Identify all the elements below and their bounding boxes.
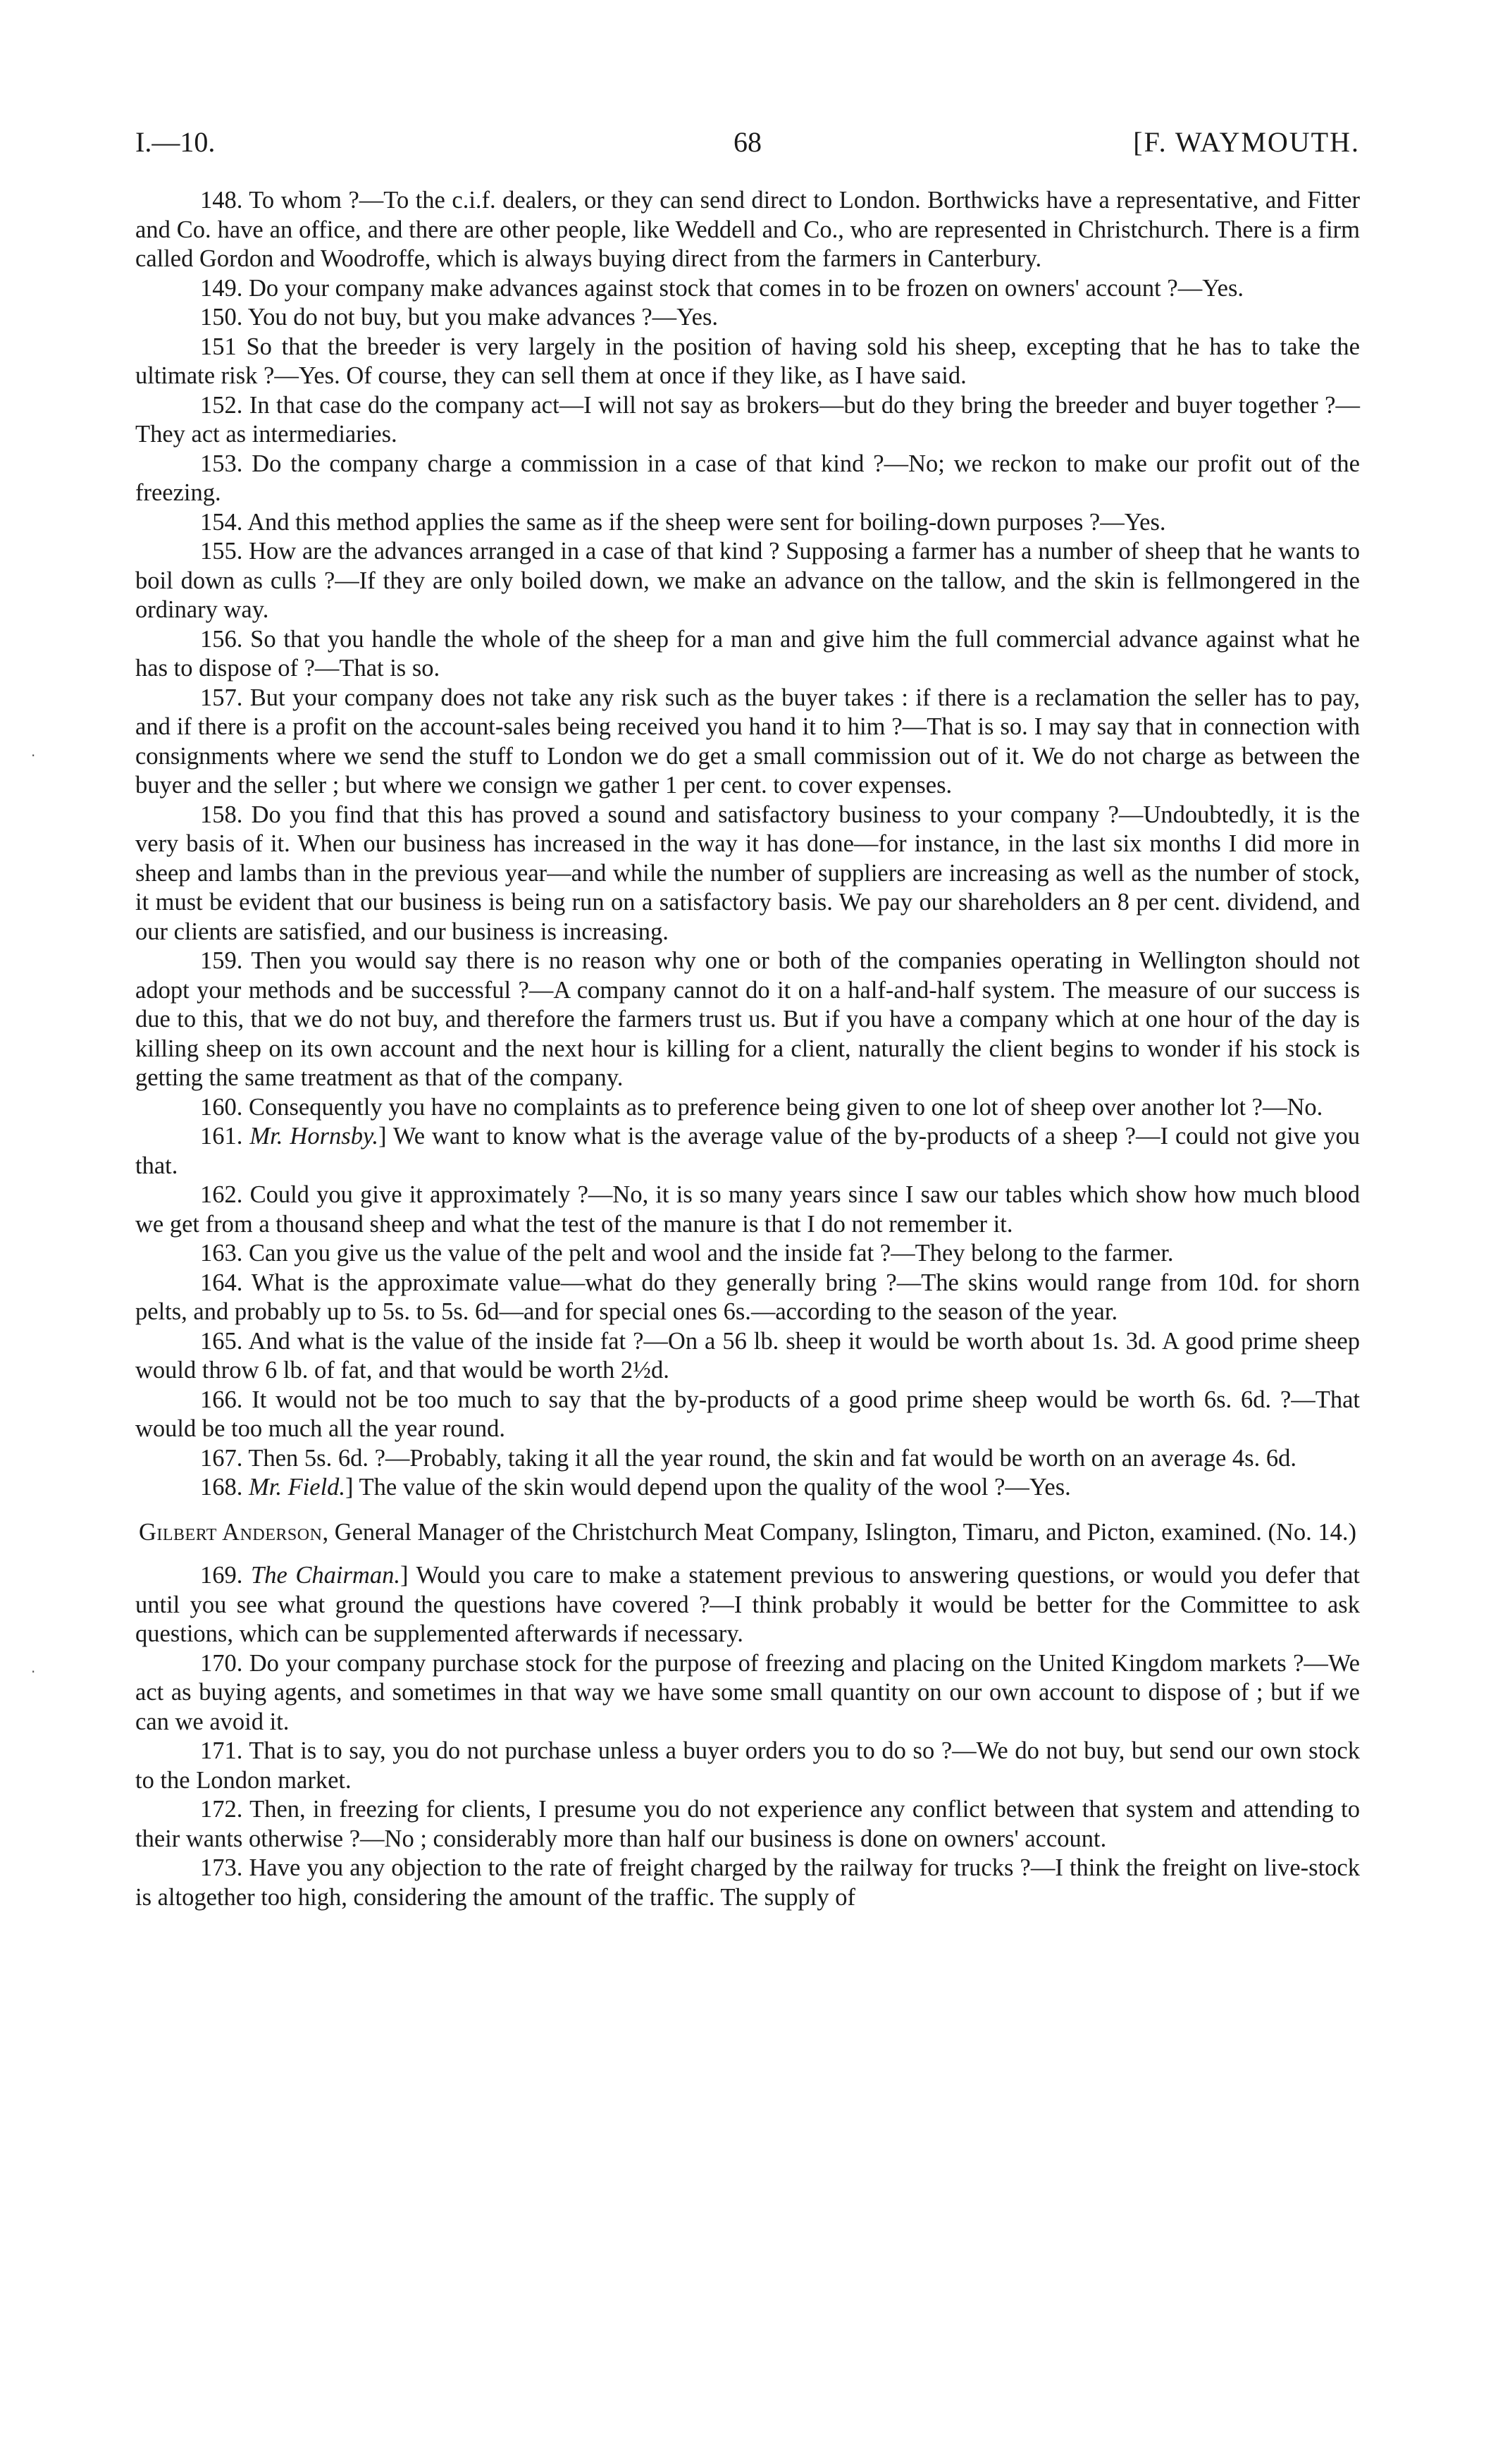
question-paragraph [135,1269,1360,1327]
question-number: 151 [200,333,237,360]
question-number: 153. [200,450,243,477]
question-paragraph [135,1122,1360,1181]
speaker-name: The Chairman. [251,1562,400,1589]
running-head-witness: [F. WAYMOUTH. [1133,126,1360,158]
question-number: 152. [200,391,243,419]
question-number: 155. [200,538,243,565]
question-paragraph [135,537,1360,625]
speaker-name: Mr. Field. [249,1474,346,1501]
question-text: You do not buy, but you make advances ?—Yes. [242,304,719,331]
question-text: Do you find that this has proved a sound and satisfactory business to your company ?—Undoubtedly, it is the very basis of it. When our business has increased in the way it has done—for instance, in the last six months I did more in sheep and lambs than in the previous year—and while the number of suppliers are increasing as well as the number of stock, it must be evident that our business is being run on a satisfactory basis. We pay our shareholders an 8 per cent. dividend, and our clients are satisfied, and our business is increasing. [135,801,1360,945]
question-number: 170. [200,1649,243,1677]
question-text: That is to say, you do not purchase unless a buyer orders you to do so ?—We do not buy, but send our own stock to the London market. [135,1737,1360,1794]
question-number: 159. [200,947,243,974]
questions-block-a [135,186,1360,1503]
question-text: How are the advances arranged in a case of that kind ? Supposing a farmer has a number of sheep that he wants to boil down as culls ?—If they are only boiled down, we make an advance on the tallow, and the skin is fellmongered in the ordinary way. [135,538,1360,623]
question-text: In that case do the company act—I will not say as brokers—but do they bring the breeder and buyer together ?—They act as intermediaries. [135,391,1360,448]
question-text: Do your company make advances against stock that comes in to be frozen on owners' account ?—Yes. [242,274,1244,302]
question-paragraph [135,391,1360,450]
margin-speck: · [31,1663,36,1680]
question-paragraph [135,801,1360,947]
question-paragraph [135,1795,1360,1854]
question-number: 169. [200,1562,243,1589]
question-text: To whom ?—To the c.i.f. dealers, or they can send direct to London. Borthwicks have a representative, and Fitter and Co. have an office, and there are other people, like Weddell and Co., who are represented in Christchurch. There is a firm called Gordon and Woodroffe, which is always buying direct from the farmers in Canterbury. [135,187,1360,272]
question-number: 168. [200,1474,243,1501]
question-number: 160. [200,1093,243,1121]
question-paragraph [135,1327,1360,1386]
question-paragraph [135,333,1360,391]
question-text: What is the approximate value—what do they generally bring ?—The skins would range from 10d. for shorn pelts, and probably up to 5s. to 5s. 6d—and for special ones 6s.—according to the season of the year. [135,1269,1360,1325]
question-number: 167. [200,1444,243,1472]
witness-heading [135,1518,1360,1548]
question-paragraph [135,1649,1360,1737]
question-text: ] Would you care to make a statement previous to answering questions, or would you defer that until you see what ground the questions have covered ?—I think probably it would be better for the Committee to ask questions, which can be supplemented afterwards if necessary. [135,1562,1361,1647]
question-paragraph [135,1737,1360,1795]
question-number: 154. [200,508,243,536]
question-paragraph [135,1561,1360,1649]
question-paragraph [135,947,1360,1093]
question-number: 158. [200,801,243,828]
question-number: 165. [200,1327,243,1355]
question-number: 149. [200,274,243,302]
parliamentary-paper-ref: I.—10. [135,126,216,158]
question-text: Then you would say there is no reason why one or both of the companies operating in Wellington should not adopt your methods and be successful ?—A company cannot do it on a half-and-half system. The measure of our success is due to this, that we do not buy, and therefore the farmers trust us. But if you have a company which at one hour of the day is killing sheep on its own account and the next hour is killing for a client, naturally the client begins to wonder if his stock is getting the same treatment as that of the company. [135,947,1360,1091]
page-number: 68 [733,126,762,158]
evidence-body [135,186,1360,1912]
question-number: 171. [200,1737,243,1764]
question-text: Have you any objection to the rate of freight charged by the railway for trucks ?—I think the freight on live-stock is altogether too high, considering the amount of the traffic. The supply of [135,1854,1360,1911]
question-text: It would not be too much to say that the by-products of a good prime sheep would be worth 6s. 6d. ?—That would be too much all the year round. [135,1386,1360,1442]
question-text: So that you handle the whole of the sheep for a man and give him the full commercial advance against what he has to dispose of ?—That is so. [135,625,1360,682]
question-number: 162. [200,1181,243,1208]
question-number: 148. [200,187,243,214]
speaker-name: Mr. Hornsby. [249,1123,378,1150]
margin-speck: · [31,747,36,764]
question-number: 163. [200,1240,243,1267]
question-paragraph [135,684,1360,801]
question-number: 164. [200,1269,243,1296]
question-text: And this method applies the same as if the sheep were sent for boiling-down purposes ?—Yes. [242,508,1166,536]
question-text: Do the company charge a commission in a case of that kind ?—No; we reckon to make our profit out of the freezing. [135,450,1360,506]
question-text: Can you give us the value of the pelt and wool and the inside fat ?—They belong to the farmer. [242,1240,1174,1267]
question-paragraph [135,1386,1360,1444]
question-text: Then, in freezing for clients, I presume you do not experience any conflict between that system and attending to their wants otherwise ?—No ; considerably more than half our business is done on owners' account. [135,1796,1360,1852]
question-number: 157. [200,684,243,711]
question-paragraph [135,303,1360,333]
witness-description: , General Manager of the Christchurch Meat Company, Islington, Timaru, and Picton, examined. (No. 14.) [322,1518,1356,1546]
question-paragraph [135,625,1360,684]
question-number: 173. [200,1854,243,1881]
question-paragraph [135,186,1360,274]
question-text: Consequently you have no complaints as to preference being given to one lot of sheep over another lot ?—No. [242,1093,1323,1121]
question-text: So that the breeder is very largely in the position of having sold his sheep, excepting that he has to take the ultimate risk ?—Yes. Of course, they can sell them at once if they like, as I have said. [135,333,1360,389]
question-paragraph [135,1473,1360,1503]
question-text: Do your company purchase stock for the purpose of freezing and placing on the United Kingdom markets ?—We act as buying agents, and sometimes in that way we have some small quantity on our own account to dispose of ; but if we can we avoid it. [135,1649,1360,1735]
question-text: And what is the value of the inside fat ?—On a 56 lb. sheep it would be worth about 1s. 3d. A good prime sheep would throw 6 lb. of fat, and that would be worth 2½d. [135,1327,1360,1384]
witness-name: Gilbert Anderson [138,1518,323,1546]
question-paragraph [135,274,1360,304]
question-paragraph [135,1444,1360,1474]
page-header [135,121,1360,164]
question-number: 166. [200,1386,243,1413]
question-text: ] We want to know what is the average value of the by-products of a sheep ?—I could not give you that. [135,1123,1360,1179]
question-number: 161. [200,1123,243,1150]
question-paragraph [135,1181,1360,1239]
question-text: ] The value of the skin would depend upon the quality of the wool ?—Yes. [345,1474,1071,1501]
questions-block-b [135,1561,1360,1912]
question-number: 172. [200,1796,243,1823]
question-text: Could you give it approximately ?—No, it is so many years since I saw our tables which show how much blood we get from a thousand sheep and what the test of the manure is that I do not remember it. [135,1181,1360,1238]
question-paragraph [135,1093,1360,1123]
question-paragraph [135,450,1360,508]
question-paragraph [135,1239,1360,1269]
question-text: Then 5s. 6d. ?—Probably, taking it all the year round, the skin and fat would be worth on an average 4s. 6d. [242,1444,1296,1472]
question-paragraph [135,508,1360,538]
question-number: 150. [200,304,243,331]
question-paragraph [135,1854,1360,1912]
question-number: 156. [200,625,243,653]
question-text: But your company does not take any risk such as the buyer takes : if there is a reclamation the seller has to pay, and if there is a profit on the account-sales being received you hand it to him ?—That is so. I may say that in connection with consignments where we send the stuff to London we do get a small commission out of it. We do not charge as between the buyer and the seller ; but where we consign we gather 1 per cent. to cover expenses. [135,684,1360,799]
